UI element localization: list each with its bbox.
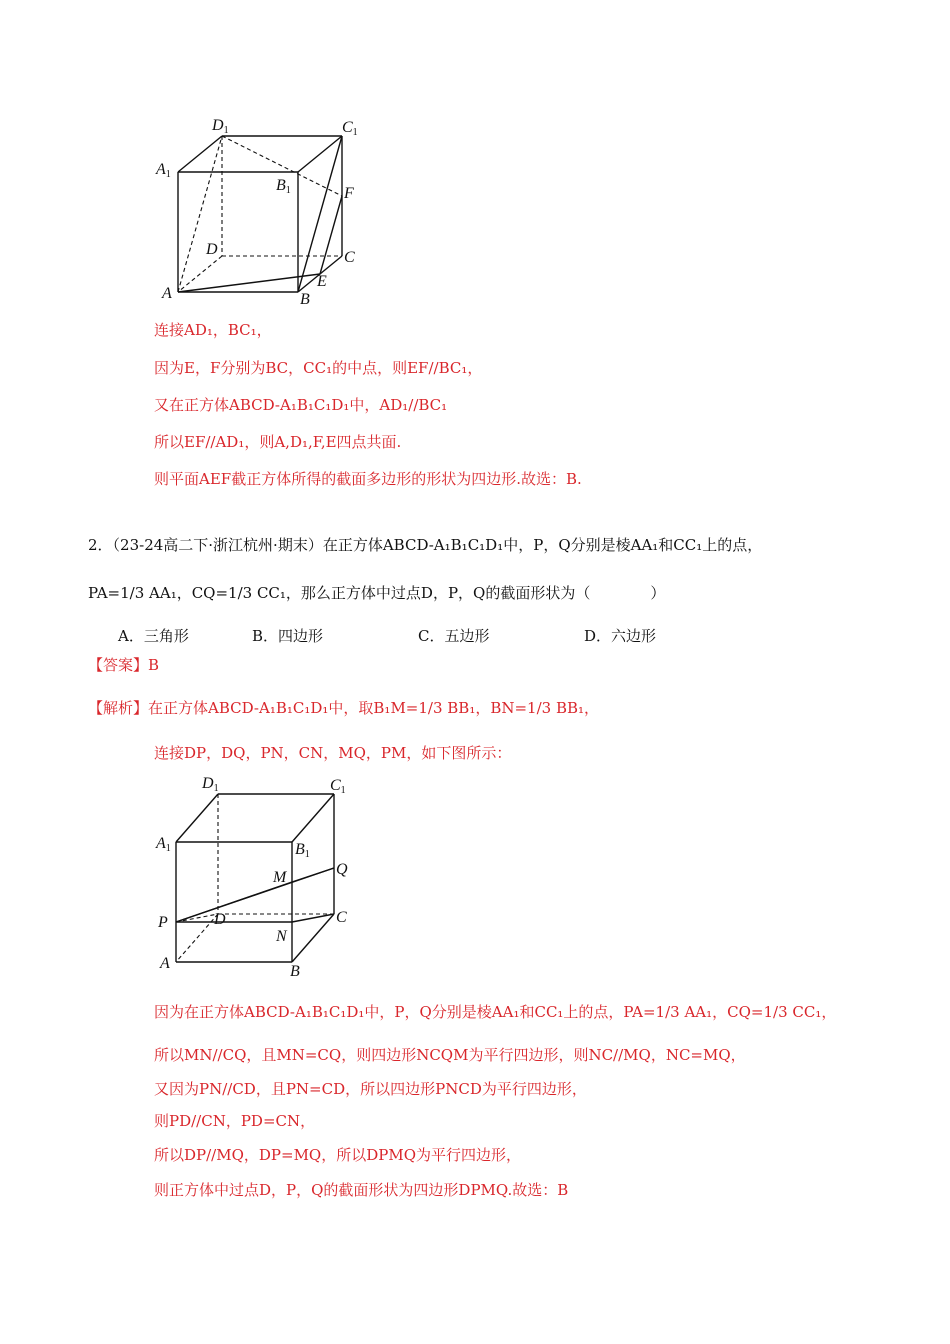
q2-analysis-1: 在正方体ABCD-A₁B₁C₁D₁中，取B₁M=1/3 BB₁，BN=1/3 BB₁， bbox=[148, 699, 600, 717]
sol1-line-3: 又在正方体ABCD-A₁B₁C₁D₁中，AD₁//BC₁ bbox=[154, 396, 448, 414]
sol2-line-6: 则正方体中过点D，P，Q的截面形状为四边形DPMQ.故选：B bbox=[154, 1181, 569, 1199]
label-D: D bbox=[214, 911, 226, 928]
label-A1: A1 bbox=[156, 161, 171, 180]
sol1-line-4: 所以EF//AD₁，则A,D₁,F,E四点共面. bbox=[154, 433, 402, 451]
q2-stem-line-1 bbox=[88, 535, 762, 555]
cube-figure-2 bbox=[150, 770, 370, 985]
q2-number: 2． bbox=[88, 536, 113, 554]
sol2-line-1: 因为在正方体ABCD-A₁B₁C₁D₁中，P，Q分别是棱AA₁和CC₁上的点，PA=1/3 AA₁，CQ=1/3 CC₁， bbox=[154, 1003, 837, 1021]
sol1-line-2: 因为E，F分别为BC，CC₁的中点，则EF//BC₁， bbox=[154, 359, 483, 377]
label-A: A bbox=[162, 285, 172, 302]
q2-option-a: A．三角形 bbox=[118, 627, 189, 645]
label-B1: B1 bbox=[276, 177, 291, 196]
q2-analysis-line-2: 连接DP，DQ，PN，CN，MQ，PM，如下图所示： bbox=[154, 744, 512, 762]
q2-option-d: D．六边形 bbox=[584, 627, 657, 645]
label-D1: D1 bbox=[212, 117, 229, 136]
label-D: D bbox=[206, 241, 218, 258]
sol2-line-2: 所以MN//CQ，且MN=CQ，则四边形NCQM为平行四边形，则NC//MQ，NC=MQ， bbox=[154, 1046, 746, 1064]
label-B1: B1 bbox=[295, 841, 310, 860]
q2-source: （23-24高二下·浙江杭州·期末） bbox=[112, 536, 323, 554]
q2-answer: 【答案】B bbox=[88, 656, 160, 674]
q2-analysis-label: 【解析】 bbox=[88, 699, 149, 717]
label-Q: Q bbox=[336, 861, 348, 878]
label-A: A bbox=[160, 955, 170, 972]
q2-analysis-line-1 bbox=[88, 698, 599, 718]
label-A1: A1 bbox=[156, 835, 171, 854]
label-N: N bbox=[276, 928, 287, 945]
label-C1: C1 bbox=[342, 119, 358, 138]
label-B: B bbox=[300, 291, 310, 308]
q2-option-b: B．四边形 bbox=[252, 627, 324, 645]
label-C: C bbox=[344, 249, 355, 266]
sol1-line-1: 连接AD₁，BC₁， bbox=[154, 321, 272, 339]
label-P: P bbox=[158, 914, 168, 931]
label-C1: C1 bbox=[330, 777, 346, 796]
q2-option-c: C．五边形 bbox=[418, 627, 490, 645]
label-E: E bbox=[317, 273, 327, 290]
sol2-line-5: 所以DP//MQ，DP=MQ，所以DPMQ为平行四边形， bbox=[154, 1146, 522, 1164]
sol2-line-3: 又因为PN//CD，且PN=CD，所以四边形PNCD为平行四边形， bbox=[154, 1080, 587, 1098]
label-B: B bbox=[290, 963, 300, 980]
cube-figure-1 bbox=[150, 110, 370, 310]
label-C: C bbox=[336, 909, 347, 926]
sol2-line-4: 则PD//CN，PD=CN， bbox=[154, 1112, 316, 1130]
label-D1: D1 bbox=[202, 775, 219, 794]
sol1-line-5: 则平面AEF截正方体所得的截面多边形的形状为四边形.故选：B. bbox=[154, 470, 582, 488]
q2-stem-1: 在正方体ABCD-A₁B₁C₁D₁中，P，Q分别是棱AA₁和CC₁上的点， bbox=[322, 536, 763, 554]
label-F: F bbox=[344, 185, 354, 202]
q2-stem-line-2: PA=1/3 AA₁，CQ=1/3 CC₁，那么正方体中过点D，P，Q的截面形状为（ ） bbox=[88, 584, 666, 602]
label-M: M bbox=[273, 869, 287, 886]
